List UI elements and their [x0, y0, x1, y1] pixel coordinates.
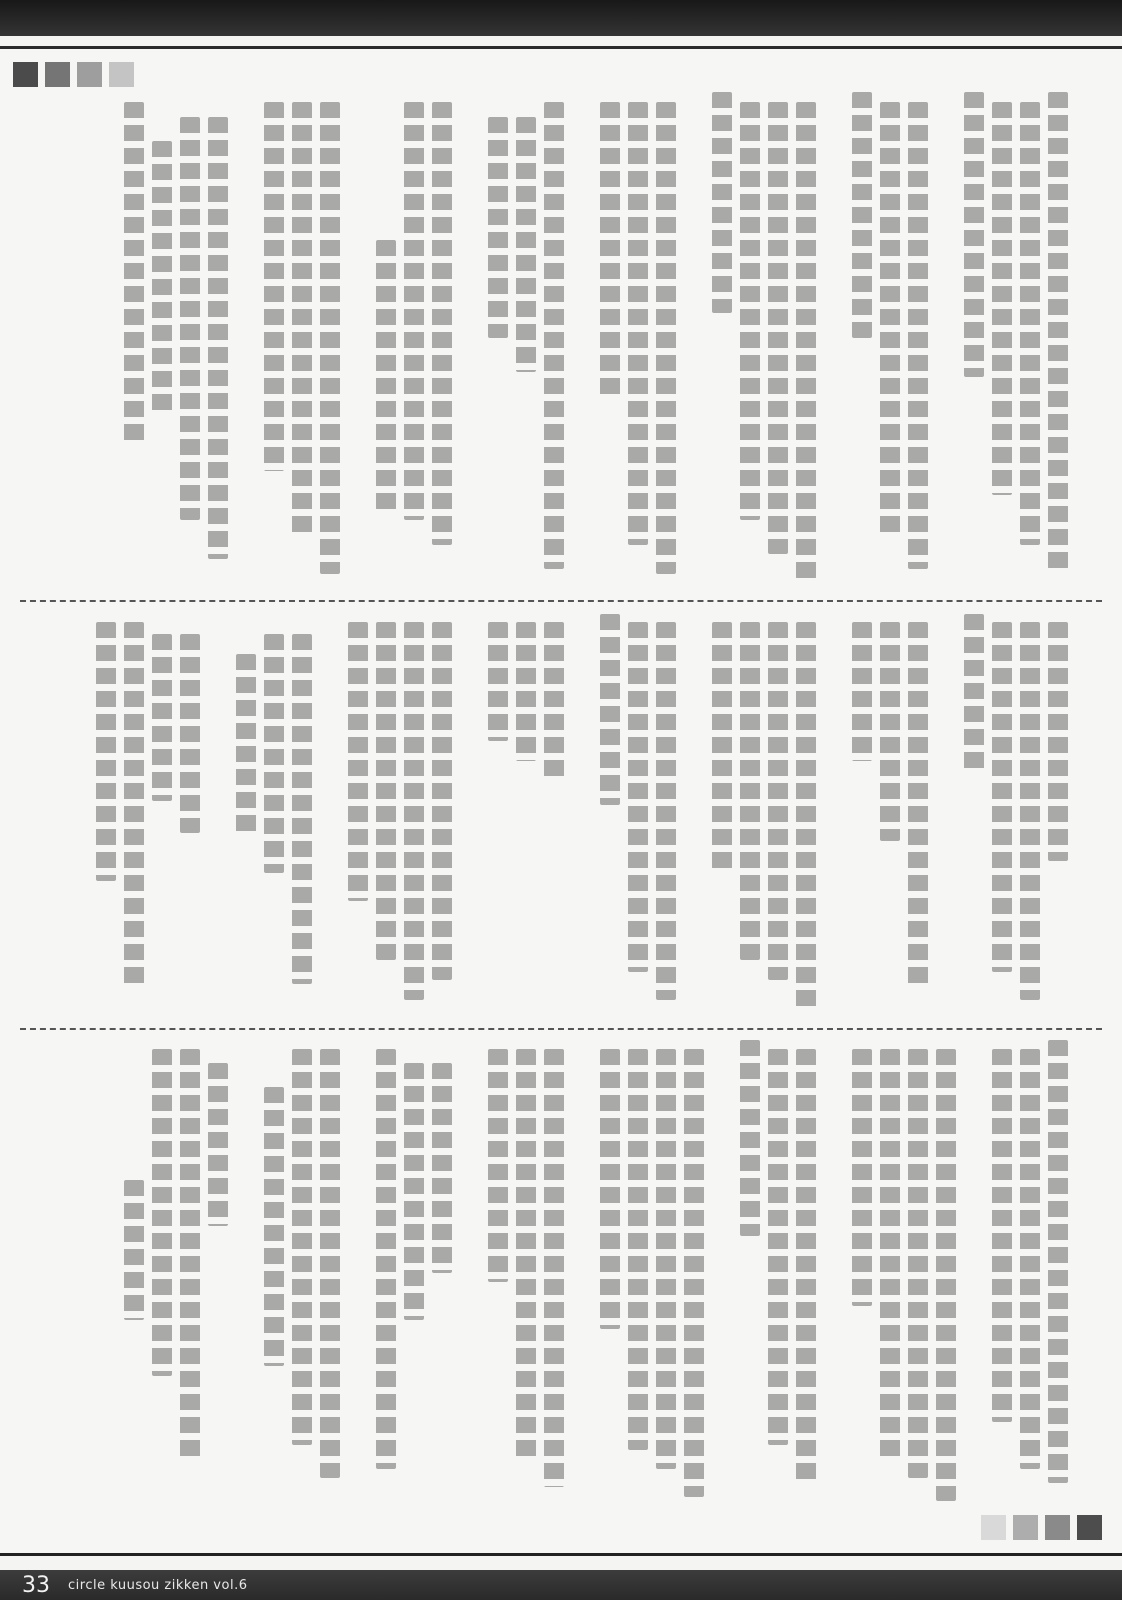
- page-number: 33: [22, 1572, 50, 1598]
- text-column-redacted: [1020, 92, 1040, 584]
- text-column-redacted: [1048, 1040, 1068, 1506]
- text-column-redacted: [600, 1040, 620, 1506]
- redacted-text-strip: [656, 1049, 676, 1468]
- redacted-text-strip: [740, 1040, 760, 1236]
- text-column-redacted: [908, 614, 928, 1012]
- text-column-redacted: [628, 92, 648, 584]
- text-column-redacted: [348, 614, 368, 1012]
- text-column-redacted: [544, 92, 564, 584]
- column-gap: [460, 1040, 480, 1506]
- redacted-text-strip: [768, 1049, 788, 1445]
- text-column-redacted: [376, 92, 396, 584]
- redacted-text-strip: [264, 102, 284, 471]
- text-column-redacted: [1048, 614, 1068, 1012]
- text-column-redacted: [880, 1040, 900, 1506]
- text-column-redacted: [852, 92, 872, 584]
- text-column-redacted: [1020, 614, 1040, 1012]
- footer-credit: circle kuusou zikken vol.6: [68, 1577, 248, 1593]
- redacted-text-strip: [1020, 622, 1040, 1000]
- column-gap: [684, 92, 704, 584]
- text-column-redacted: [600, 92, 620, 584]
- text-column-redacted: [264, 92, 284, 584]
- text-column-redacted: [964, 614, 984, 1012]
- text-column-redacted: [180, 1040, 200, 1506]
- redacted-text-strip: [544, 622, 564, 781]
- redacted-text-strip: [152, 1049, 172, 1375]
- column-gap: [460, 614, 480, 1012]
- text-column-redacted: [320, 1040, 340, 1506]
- redacted-text-strip: [712, 622, 732, 869]
- text-column-redacted: [656, 614, 676, 1012]
- redacted-text-strip: [236, 654, 256, 833]
- page-header-bar: [0, 0, 1122, 36]
- text-column-redacted: [236, 614, 256, 1012]
- text-column-redacted: [712, 614, 732, 1012]
- column-gap: [236, 92, 256, 584]
- redacted-text-strip: [992, 1049, 1012, 1422]
- text-column-redacted: [516, 92, 536, 584]
- text-column-redacted: [432, 1040, 452, 1506]
- text-column-redacted: [768, 1040, 788, 1506]
- redacted-text-strip: [180, 117, 200, 520]
- text-column-redacted: [208, 92, 228, 584]
- redacted-text-strip: [404, 1063, 424, 1319]
- redacted-text-strip: [880, 622, 900, 841]
- text-column-redacted: [404, 92, 424, 584]
- column-gap: [712, 1040, 732, 1506]
- text-column-redacted: [600, 614, 620, 1012]
- redacted-text-strip: [628, 1049, 648, 1450]
- tone-square: [1045, 1515, 1070, 1540]
- redacted-text-strip: [684, 1049, 704, 1496]
- redacted-text-strip: [292, 102, 312, 535]
- redacted-text-strip: [376, 1049, 396, 1468]
- redacted-text-strip: [320, 1049, 340, 1478]
- tone-squares-top: [13, 62, 134, 87]
- text-column-redacted: [180, 614, 200, 1012]
- text-column-redacted: [264, 614, 284, 1012]
- redacted-text-strip: [796, 102, 816, 579]
- text-column-redacted: [880, 92, 900, 584]
- redacted-text-strip: [936, 1049, 956, 1501]
- tone-square: [1013, 1515, 1038, 1540]
- column-gap: [348, 92, 368, 584]
- redacted-text-strip: [124, 622, 144, 988]
- redacted-text-strip: [432, 622, 452, 980]
- redacted-text-strip: [404, 622, 424, 1000]
- redacted-text-strip: [992, 622, 1012, 972]
- column-gap: [460, 92, 480, 584]
- redacted-text-strip: [712, 92, 732, 313]
- redacted-text-strip: [880, 1049, 900, 1459]
- redacted-text-strip: [348, 622, 368, 901]
- column-gap: [684, 614, 704, 1012]
- text-column-redacted: [516, 614, 536, 1012]
- redacted-text-strip: [96, 622, 116, 881]
- redacted-text-strip: [1048, 1040, 1068, 1483]
- text-column-redacted: [908, 92, 928, 584]
- redacted-text-strip: [768, 622, 788, 980]
- redacted-text-strip: [768, 102, 788, 555]
- redacted-text-strip: [152, 141, 172, 412]
- redacted-text-strip: [740, 102, 760, 520]
- redacted-text-strip: [852, 622, 872, 761]
- text-column-redacted: [264, 1040, 284, 1506]
- redacted-text-strip: [1020, 1049, 1040, 1468]
- redacted-text-strip: [908, 1049, 928, 1478]
- text-column-redacted: [796, 92, 816, 584]
- tone-square: [109, 62, 134, 87]
- text-column-redacted: [404, 614, 424, 1012]
- text-column-redacted: [908, 1040, 928, 1506]
- column-gap: [824, 1040, 844, 1506]
- redacted-text-strip: [208, 117, 228, 560]
- redacted-text-strip: [516, 1049, 536, 1459]
- footer-rule: [0, 1553, 1122, 1556]
- redacted-text-strip: [516, 622, 536, 761]
- redacted-text-strip: [432, 1063, 452, 1273]
- tone-squares-bottom: [981, 1515, 1102, 1540]
- text-band-bottom: [48, 1040, 1068, 1506]
- redacted-text-strip: [432, 102, 452, 545]
- text-column-redacted: [656, 92, 676, 584]
- text-column-redacted: [992, 1040, 1012, 1506]
- tone-square: [45, 62, 70, 87]
- redacted-text-strip: [796, 1049, 816, 1482]
- redacted-text-strip: [628, 102, 648, 545]
- redacted-text-strip: [264, 1087, 284, 1367]
- redacted-text-strip: [1048, 622, 1068, 861]
- text-column-redacted: [964, 92, 984, 584]
- redacted-text-strip: [292, 1049, 312, 1445]
- text-column-redacted: [152, 92, 172, 584]
- text-column-redacted: [292, 1040, 312, 1506]
- text-column-redacted: [992, 92, 1012, 584]
- redacted-text-strip: [600, 102, 620, 397]
- column-gap: [572, 92, 592, 584]
- redacted-text-strip: [152, 634, 172, 801]
- redacted-text-strip: [376, 240, 396, 511]
- column-gap: [824, 92, 844, 584]
- redacted-text-strip: [656, 622, 676, 1000]
- text-column-redacted: [740, 614, 760, 1012]
- redacted-text-strip: [180, 634, 200, 833]
- redacted-text-strip: [516, 117, 536, 373]
- text-column-redacted: [376, 1040, 396, 1506]
- text-column-redacted: [404, 1040, 424, 1506]
- column-gap: [348, 1040, 368, 1506]
- redacted-text-strip: [320, 102, 340, 574]
- text-column-redacted: [124, 92, 144, 584]
- redacted-text-strip: [488, 117, 508, 338]
- redacted-text-strip: [908, 622, 928, 988]
- text-column-redacted: [740, 1040, 760, 1506]
- column-gap: [208, 614, 228, 1012]
- text-column-redacted: [768, 614, 788, 1012]
- column-gap: [936, 614, 956, 1012]
- text-band-top: [48, 92, 1068, 584]
- text-column-redacted: [1020, 1040, 1040, 1506]
- text-column-redacted: [488, 92, 508, 584]
- text-column-redacted: [880, 614, 900, 1012]
- redacted-text-strip: [880, 102, 900, 535]
- redacted-text-strip: [656, 102, 676, 574]
- text-column-redacted: [796, 1040, 816, 1506]
- redacted-text-strip: [1020, 102, 1040, 545]
- redacted-text-strip: [964, 614, 984, 773]
- column-gap: [936, 92, 956, 584]
- text-column-redacted: [432, 614, 452, 1012]
- dashed-separator-2: [20, 1028, 1102, 1030]
- redacted-text-strip: [628, 622, 648, 972]
- redacted-text-strip: [852, 92, 872, 338]
- redacted-text-strip: [964, 92, 984, 377]
- text-column-redacted: [1048, 92, 1068, 584]
- redacted-text-strip: [908, 102, 928, 569]
- text-column-redacted: [208, 1040, 228, 1506]
- text-column-redacted: [796, 614, 816, 1012]
- text-column-redacted: [96, 614, 116, 1012]
- redacted-text-strip: [488, 1049, 508, 1282]
- dashed-separator-1: [20, 600, 1102, 602]
- text-column-redacted: [852, 1040, 872, 1506]
- redacted-text-strip: [376, 622, 396, 960]
- text-column-redacted: [488, 614, 508, 1012]
- text-column-redacted: [544, 614, 564, 1012]
- text-column-redacted: [628, 614, 648, 1012]
- text-column-redacted: [292, 92, 312, 584]
- tone-square: [77, 62, 102, 87]
- redacted-text-strip: [208, 1063, 228, 1226]
- text-column-redacted: [124, 614, 144, 1012]
- redacted-text-strip: [600, 614, 620, 805]
- text-column-redacted: [180, 92, 200, 584]
- text-column-redacted: [320, 92, 340, 584]
- text-column-redacted: [656, 1040, 676, 1506]
- redacted-text-strip: [852, 1049, 872, 1305]
- column-gap: [964, 1040, 984, 1506]
- text-column-redacted: [740, 92, 760, 584]
- text-column-redacted: [124, 1040, 144, 1506]
- text-column-redacted: [152, 1040, 172, 1506]
- redacted-text-strip: [488, 622, 508, 741]
- tone-square: [1077, 1515, 1102, 1540]
- text-column-redacted: [152, 614, 172, 1012]
- redacted-text-strip: [404, 102, 424, 520]
- redacted-text-strip: [124, 102, 144, 446]
- redacted-text-strip: [292, 634, 312, 984]
- text-column-redacted: [516, 1040, 536, 1506]
- text-band-middle: [48, 614, 1068, 1012]
- column-gap: [320, 614, 340, 1012]
- column-gap: [572, 1040, 592, 1506]
- redacted-text-strip: [544, 102, 564, 569]
- redacted-text-strip: [740, 622, 760, 960]
- text-column-redacted: [992, 614, 1012, 1012]
- text-column-redacted: [628, 1040, 648, 1506]
- text-column-redacted: [376, 614, 396, 1012]
- column-gap: [824, 614, 844, 1012]
- redacted-text-strip: [992, 102, 1012, 496]
- column-gap: [572, 614, 592, 1012]
- footer-bar: [0, 1570, 1122, 1600]
- column-gap: [236, 1040, 256, 1506]
- tone-square: [981, 1515, 1006, 1540]
- tone-square: [13, 62, 38, 87]
- redacted-text-strip: [124, 1180, 144, 1320]
- text-column-redacted: [712, 92, 732, 584]
- redacted-text-strip: [180, 1049, 200, 1459]
- text-column-redacted: [936, 1040, 956, 1506]
- text-column-redacted: [488, 1040, 508, 1506]
- text-column-redacted: [852, 614, 872, 1012]
- text-column-redacted: [768, 92, 788, 584]
- text-column-redacted: [684, 1040, 704, 1506]
- redacted-text-strip: [796, 622, 816, 1008]
- redacted-text-strip: [544, 1049, 564, 1487]
- text-column-redacted: [432, 92, 452, 584]
- redacted-text-strip: [264, 634, 284, 873]
- redacted-text-strip: [600, 1049, 620, 1329]
- redacted-text-strip: [1048, 92, 1068, 569]
- text-column-redacted: [544, 1040, 564, 1506]
- text-column-redacted: [292, 614, 312, 1012]
